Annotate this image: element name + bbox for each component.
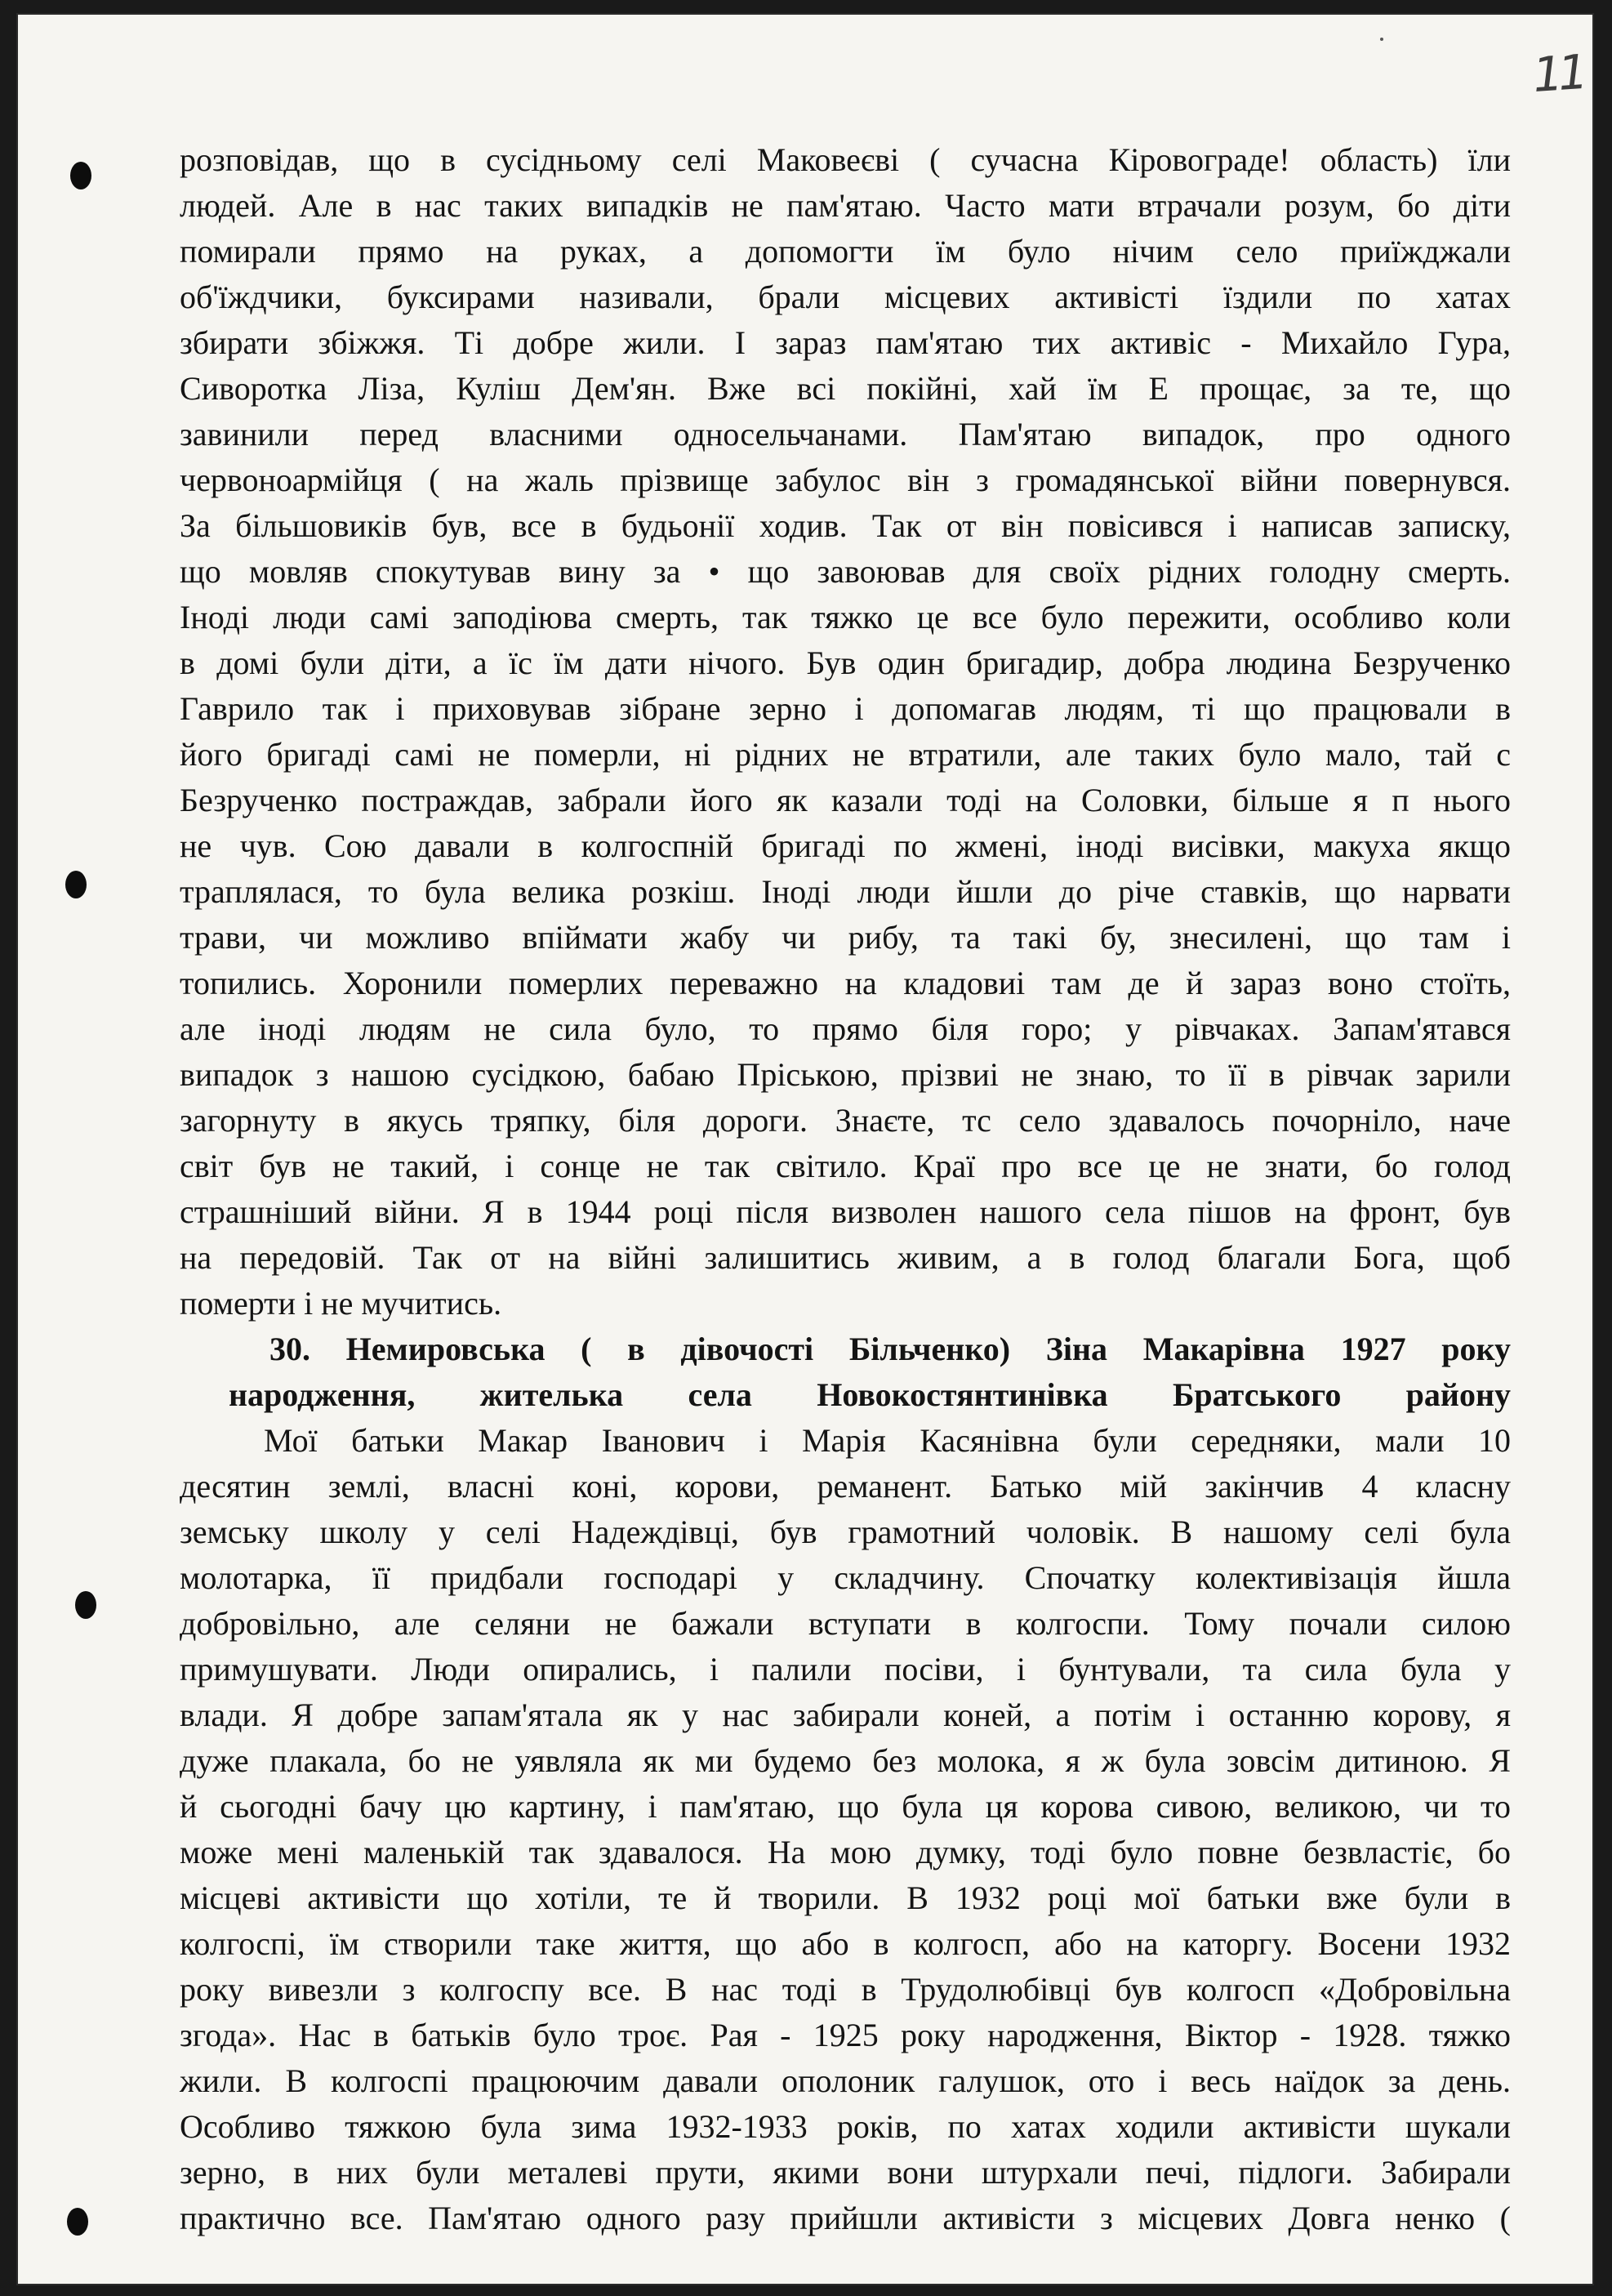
text-line: топились. Хоронили померлих переважно на кладовиі там де й зараз воно стоїть, [180,965,1511,1001]
text-line: року вивезли з колгоспу все. В нас тоді в Трудолюбівці був колгосп «Добровільна [180,1971,1511,2008]
text-line: влади. Я добре запам'ятала як у нас забирали коней, а потім і останню корову, я [180,1696,1511,1733]
text-line: колгоспі, їм створили таке життя, що або в колгосп, або на каторгу. Восени 1932 [180,1925,1511,1962]
page-number: 11 [1530,43,1586,104]
text-line: людей. Але в нас таких випадків не пам'ятаю. Часто мати втрачали розум, бо діти [180,187,1511,224]
text-line: Особливо тяжкою була зима 1932-1933 років, по хатах ходили активісти шукали [180,2108,1511,2145]
text-line: не чув. Сою давали в колгоспній бригаді по жмені, іноді висівки, макуха якщо [180,827,1511,864]
heading-line: народження, жителька села Новокостянтинівка Братського району [229,1376,1511,1413]
text-line: загорнуту в якусь тряпку, біля дороги. Знаєте, тс село здавалось почорніло, наче [180,1102,1511,1139]
text-line: випадок з нашою сусідкою, бабаю Пріською, прізвиі не знаю, то її в рівчак зарили [180,1056,1511,1093]
punch-hole [65,871,87,898]
text-line: Гаврило так і приховував зібране зерно і допомагав людям, ті що працювали в [180,690,1511,727]
text-line: померти і не мучитись. [180,1285,502,1322]
text-line: й сьогодні бачу цю картину, і пам'ятаю, що була ця корова сивою, великою, чи то [180,1788,1511,1825]
heading-line: 30. Немировська ( в дівочості Більченко) Зіна Макарівна 1927 року [269,1331,1511,1367]
text-line: Мої батьки Макар Іванович і Марія Касянівна були середняки, мали 10 [264,1422,1511,1459]
punch-hole [70,162,91,189]
testimony-paragraph-1 [180,137,1511,1326]
text-line: світ був не такий, і сонце не так світило. Краї про все це не знати, бо голод [180,1148,1511,1184]
text-line: практично все. Пам'ятаю одного разу прийшли активісти з місцевих Довга ненко ( [180,2200,1511,2236]
text-line: може мені маленькій так здавалося. На мою думку, тоді було повне безвластіє, бо [180,1834,1511,1870]
text-line: в домі були діти, а їс їм дати нічого. Був один бригадир, добра людина Безрученко [180,644,1511,681]
document-page [18,15,1592,2284]
text-line: його бригаді самі не померли, ні рідних не втратили, але таких було мало, тай с [180,736,1511,773]
punch-hole [67,2208,88,2236]
section-heading [180,1326,1511,1418]
punch-hole [75,1591,96,1619]
text-line: трави, чи можливо впіймати жабу чи рибу, та такі бу, знесилені, що там і [180,919,1511,956]
text-line: розповідав, що в сусідньому селі Маковеєві ( сучасна Кіровограде! область) їли [180,141,1511,178]
text-line: збирати збіжжя. Ті добре жили. І зараз пам'ятаю тих активіс - Михайло Гура, [180,324,1511,361]
testimony-paragraph-2 [180,1418,1511,2241]
text-line: молотарка, її придбали господарі у складчину. Спочатку колективізація йшла [180,1559,1511,1596]
text-line: об'їждчики, буксирами називали, брали місцевих активісті їздили по хатах [180,279,1511,315]
text-line: дуже плакала, бо не уявляла як ми будемо без молока, я ж була зовсім дитиною. Я [180,1742,1511,1779]
text-line: страшніший війни. Я в 1944 році після визволен нашого села пішов на фронт, був [180,1193,1511,1230]
document-body [180,137,1511,2241]
text-line: але іноді людям не сила було, то прямо біля горо; у рівчаках. Запам'ятався [180,1010,1511,1047]
text-line: траплялася, то була велика розкіш. Іноді люди йшли до річе ставків, що нарвати [180,873,1511,910]
text-line: примушувати. Люди опирались, і палили посіви, і бунтували, та сила була у [180,1651,1511,1687]
text-line: За більшовиків був, все в будьонії ходив. Так от він повісився і написав записку, [180,507,1511,544]
text-line: завинили перед власними односельчанами. Пам'ятаю випадок, про одного [180,416,1511,453]
text-line: зерно, в них були металеві прути, якими вони штурхали печі, підлоги. Забирали [180,2154,1511,2191]
text-line: десятин землі, власні коні, корови, реманент. Батько мій закінчив 4 класну [180,1468,1511,1505]
text-line: помирали прямо на руках, а допомогти їм було нічим село приїжджали [180,233,1511,270]
text-line: Безрученко постраждав, забрали його як казали тоді на Соловки, більше я п нього [180,782,1511,818]
text-line: що мовляв спокутував вину за • що завоював для своїх рідних голодну смерть. [180,553,1511,590]
paper-speck [1380,38,1383,41]
text-line: Іноді люди самі заподіюва смерть, так тяжко це все було пережити, особливо коли [180,599,1511,635]
text-line: червоноармійця ( на жаль прізвище забулос він з громадянської війни повернувся. [180,461,1511,498]
text-line: жили. В колгоспі працюючим давали ополоник галушок, ото і весь наїдок за день. [180,2062,1511,2099]
text-line: земську школу у селі Надеждівці, був грамотний чоловік. В нашому селі була [180,1514,1511,1550]
text-line: Сиворотка Ліза, Куліш Дем'ян. Вже всі покійні, хай їм Е прощає, за те, що [180,370,1511,407]
text-line: згода». Нас в батьків було троє. Рая - 1925 року народження, Віктор - 1928. тяжко [180,2017,1511,2053]
text-line: місцеві активісти що хотіли, те й творили. В 1932 році мої батьки вже були в [180,1879,1511,1916]
text-line: на передовій. Так от на війні залишитись живим, а в голод благали Бога, щоб [180,1239,1511,1276]
text-line: добровільно, але селяни не бажали вступати в колгоспи. Тому почали силою [180,1605,1511,1642]
